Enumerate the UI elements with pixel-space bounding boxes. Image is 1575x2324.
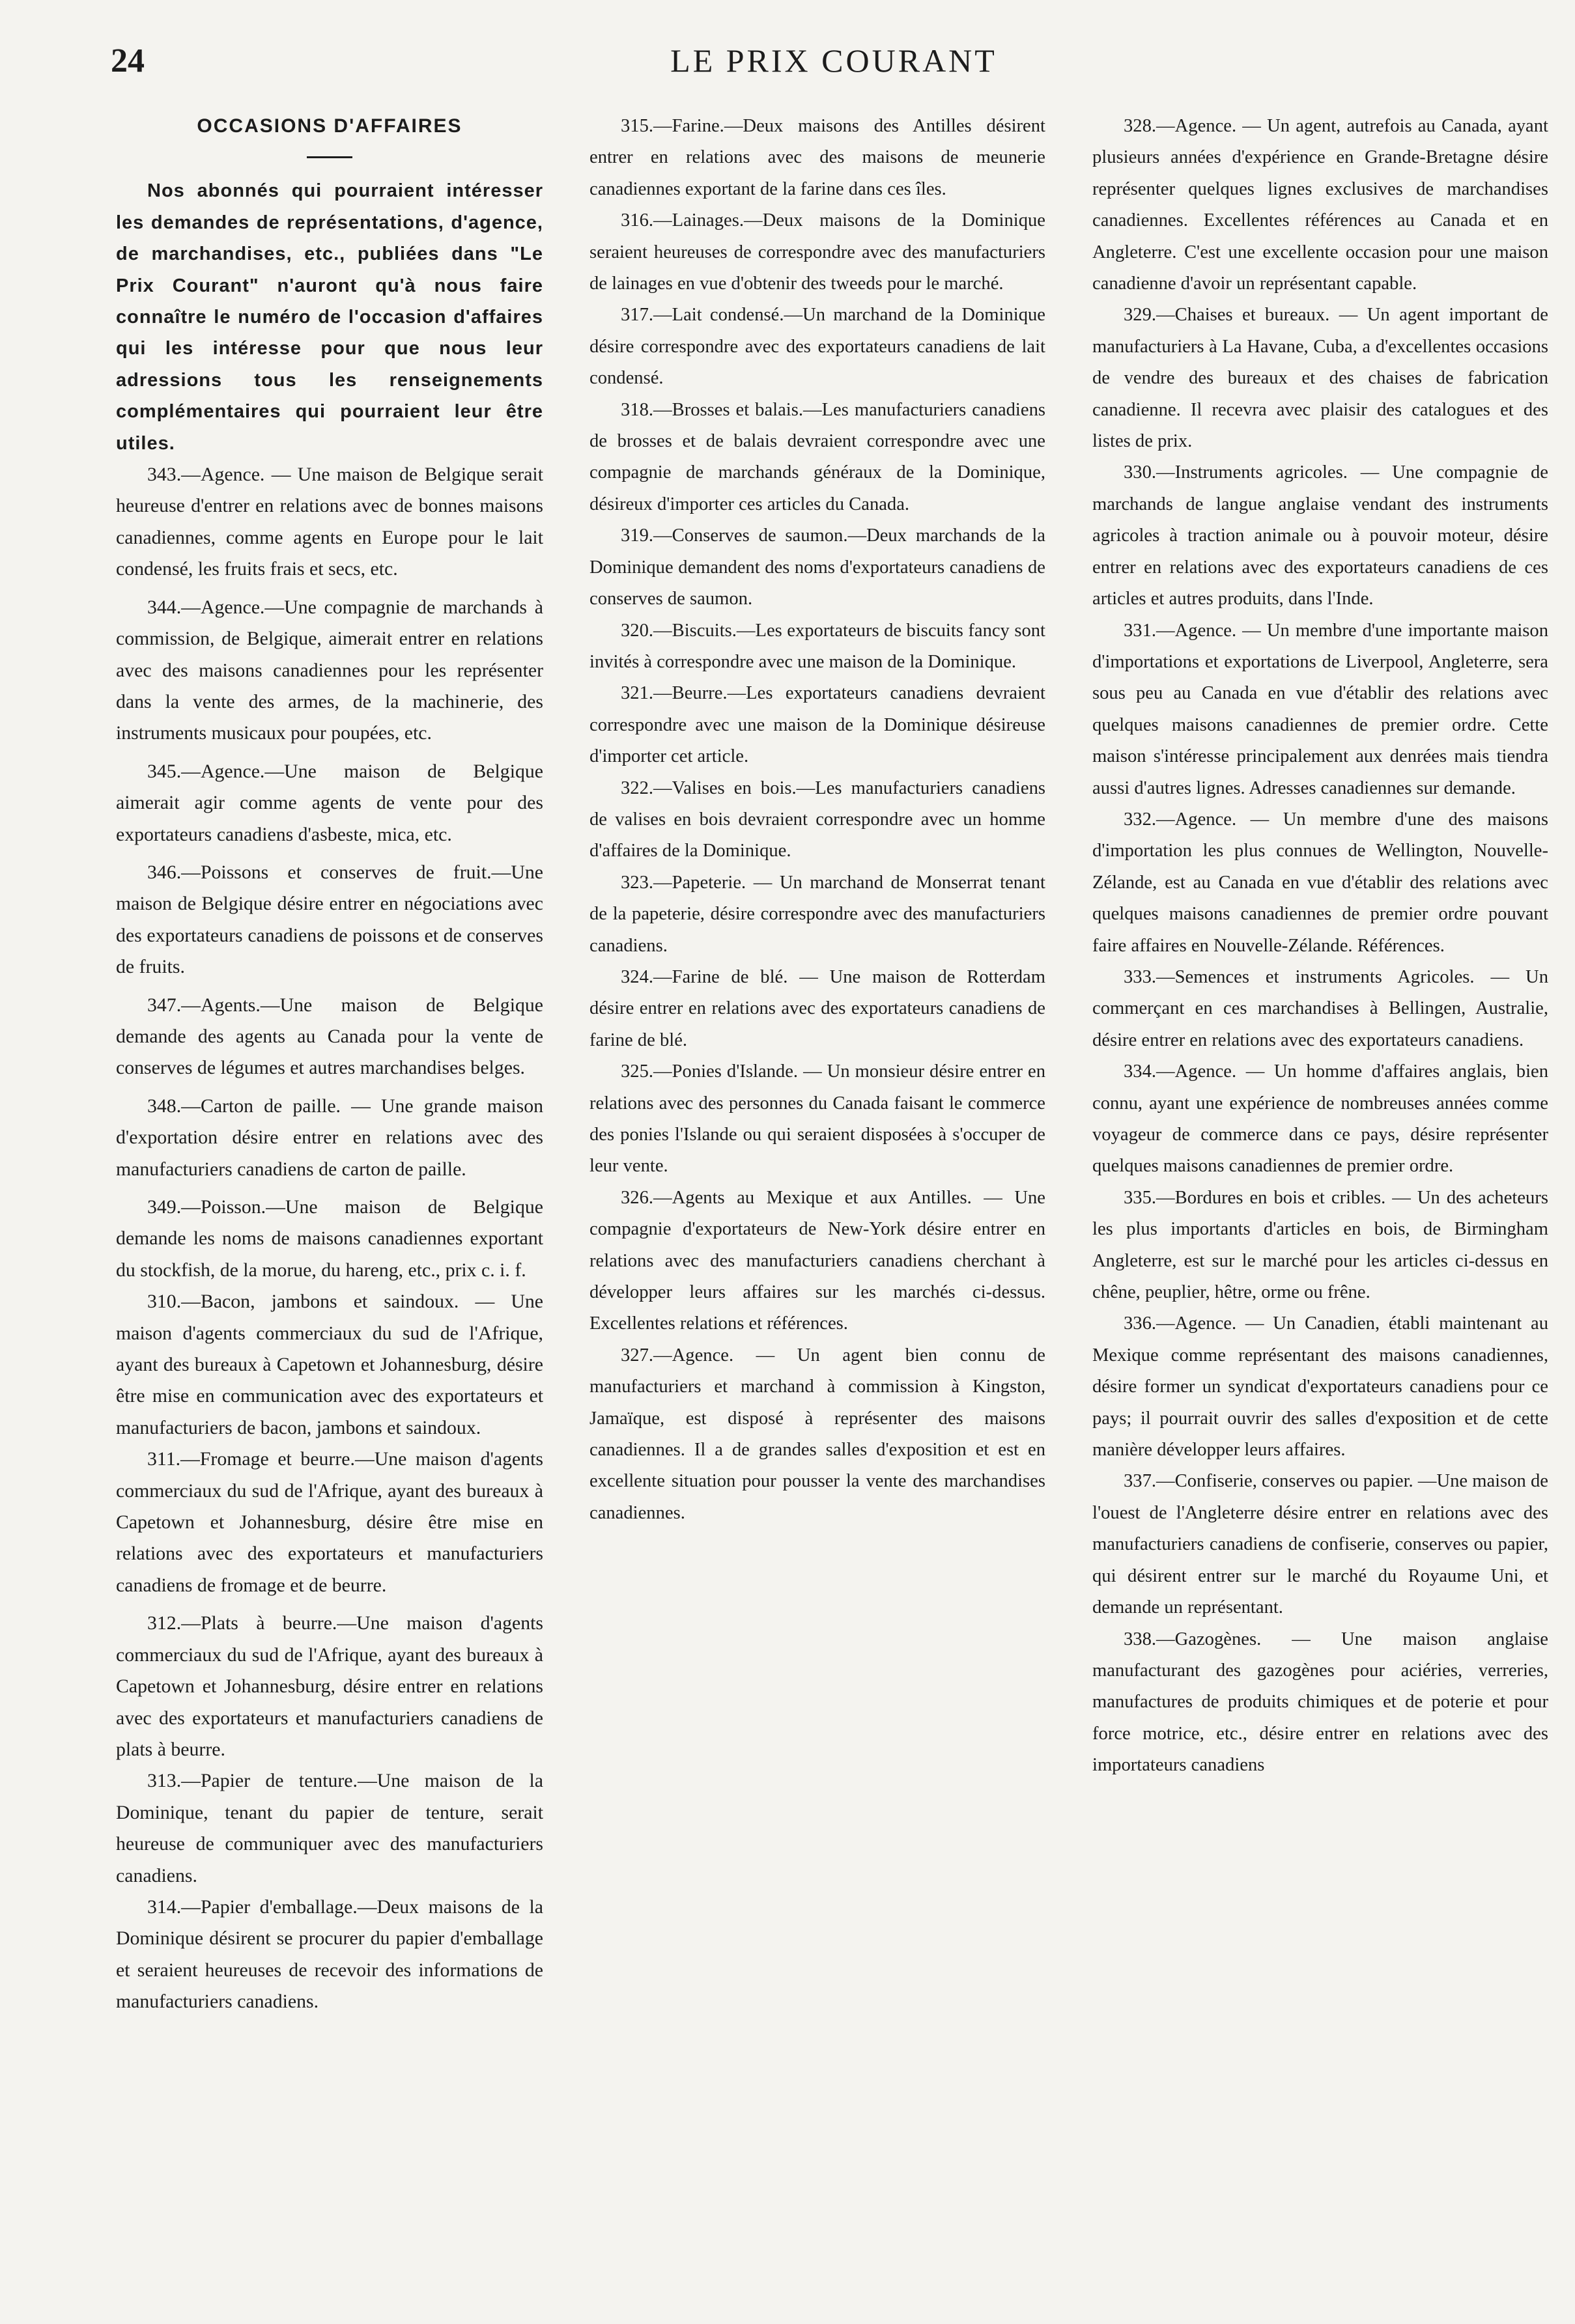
entry-343: 343.—Agence. — Une maison de Belgique serait heureuse d'entrer en relations avec de bonnes maisons canadiennes, comme agents en Europe pour le lait condensé, les fruits frais et secs, etc.: [116, 464, 543, 580]
entry-348: 348.—Carton de paille. — Une grande maison d'exportation désire entrer en relations avec des manufacturiers canadiens de carton de paille.: [116, 1095, 543, 1180]
entry-321: 321.—Beurre.—Les exportateurs canadiens devraient correspondre avec une maison de la Dominique désireuse d'importer cet article.: [589, 683, 1045, 767]
entry-346: 346.—Poissons et conserves de fruit.—Une maison de Belgique désire entrer en négociations avec des exportateurs canadiens de poissons et de conserves de fruits.: [116, 861, 543, 978]
column-1: [116, 111, 543, 2018]
entry-331: 331.—Agence. — Un membre d'une importante maison d'importations et exportations de Liverpool, Angleterre, sera sous peu au Canada en vue d'établir des relations avec quelques maisons canadiennes de premier ordre. Cette maison s'intéresse principalement aux denrées mais tiendra aussi d'autres lignes. Adresses canadiennes sur demande.: [1092, 620, 1548, 798]
column-2: [589, 111, 1045, 1529]
entry-337: 337.—Confiserie, conserves ou papier. —Une maison de l'ouest de l'Angleterre désire entrer en relations avec des manufacturiers canadiens de confiserie, conserves ou papier, qui désirent entrer sur le marché du Royaume Uni, et demande un représentant.: [1092, 1471, 1548, 1618]
entry-347: 347.—Agents.—Une maison de Belgique demande des agents au Canada pour la vente de conserves de légumes et autres marchandises belges.: [116, 994, 543, 1079]
entry-314: 314.—Papier d'emballage.—Deux maisons de la Dominique désirent se procurer du papier d'emballage et seraient heureuses de recevoir des informations de manufacturiers canadiens.: [116, 1896, 543, 2013]
entry-332: 332.—Agence. — Un membre d'une des maisons d'importation les plus connues de Wellington, Nouvelle-Zélande, est au Canada en vue d'établir des relations avec quelques maisons canadiennes de premier ordre pouvant faire affaires en Nouvelle-Zélande. Références.: [1092, 809, 1548, 956]
entry-326: 326.—Agents au Mexique et aux Antilles. — Une compagnie d'exportateurs de New-York désire entrer en relations avec des manufacturiers canadiens cherchant à développer leurs affaires sur les marchés ci-dessus. Excellentes relations et références.: [589, 1187, 1045, 1334]
entry-320: 320.—Biscuits.—Les exportateurs de biscuits fancy sont invités à correspondre avec une maison de la Dominique.: [589, 620, 1045, 672]
page-header: [111, 38, 1557, 90]
page-number: 24: [111, 42, 145, 79]
entry-315: 315.—Farine.—Deux maisons des Antilles désirent entrer en relations avec des maisons de meunerie canadiennes exportant de la farine dans ces îles.: [589, 116, 1045, 199]
entry-325: 325.—Ponies d'Islande. — Un monsieur désire entrer en relations avec des personnes du Canada faisant le commerce des ponies l'Islande ou qui seraient disposées à s'occuper de leur vente.: [589, 1061, 1045, 1177]
entry-311: 311.—Fromage et beurre.—Une maison d'agents commerciaux du sud de l'Afrique, ayant des bureaux à Capetown et Johannesburg, désire être mise en relations avec des exportateurs et manufacturiers canadiens de fromage et de beurre.: [116, 1448, 543, 1596]
entry-313: 313.—Papier de tenture.—Une maison de la Dominique, tenant du papier de tenture, serait heureuse de communiquer avec des manufacturiers canadiens.: [116, 1770, 543, 1886]
title-divider: [307, 156, 352, 158]
section-title: OCCASIONS D'AFFAIRES: [197, 115, 462, 137]
entry-312: 312.—Plats à beurre.—Une maison d'agents commerciaux du sud de l'Afrique, ayant des bureaux à Capetown et Johannesburg, désire entrer en relations avec des exportateurs et manufacturiers canadiens de plats à beurre.: [116, 1612, 543, 1760]
entry-344: 344.—Agence.—Une compagnie de marchands à commission, de Belgique, aimerait entrer en relations avec des maisons canadiennes pour les représenter dans la vente des armes, de la machinerie, des instruments musicaux pour poupées, etc.: [116, 596, 543, 744]
entry-328: 328.—Agence. — Un agent, autrefois au Canada, ayant plusieurs années d'expérience en Grande-Bretagne désire représenter quelques lignes exclusives de marchandises canadiennes. Excellentes références au Canada et en Angleterre. C'est une excellente occasion pour une maison canadienne d'avoir un représentant capable.: [1092, 116, 1548, 294]
entry-333: 333.—Semences et instruments Agricoles. — Un commerçant en ces marchandises à Bellingen, Australie, désire entrer en relations avec des exportateurs canadiens.: [1092, 966, 1548, 1050]
entry-345: 345.—Agence.—Une maison de Belgique aimerait agir comme agents de vente pour des exportateurs canadiens d'asbeste, mica, etc.: [116, 760, 543, 845]
entry-319: 319.—Conserves de saumon.—Deux marchands de la Dominique demandent des noms d'exportateurs canadiens de conserves de saumon.: [589, 525, 1045, 609]
entry-318: 318.—Brosses et balais.—Les manufacturiers canadiens de brosses et de balais devraient correspondre avec une compagnie de marchands généraux de la Dominique, désireux d'importer ces articles du Canada.: [589, 399, 1045, 514]
entry-334: 334.—Agence. — Un homme d'affaires anglais, bien connu, ayant une expérience de nombreuses années comme voyageur de commerce dans ce pays, désire représenter quelques maisons canadiennes de premier ordre.: [1092, 1061, 1548, 1177]
entry-310: 310.—Bacon, jambons et saindoux. — Une maison d'agents commerciaux du sud de l'Afrique, ayant des bureaux à Capetown et Johannesburg, désire être mise en communication avec des exportateurs et manufacturiers de bacon, jambons et saindoux.: [116, 1291, 543, 1438]
entry-317: 317.—Lait condensé.—Un marchand de la Dominique désire correspondre avec des exportateurs canadiens de lait condensé.: [589, 305, 1045, 389]
entry-323: 323.—Papeterie. — Un marchand de Monserrat tenant de la papeterie, désire correspondre avec des manufacturiers canadiens.: [589, 872, 1045, 956]
entry-330: 330.—Instruments agricoles. — Une compagnie de marchands de langue anglaise vendant des instruments agricoles à traction animale ou à pouvoir moteur, désire entrer en relations avec des exportateurs canadiens de ces articles et autres produits, dans l'Inde.: [1092, 462, 1548, 609]
entry-335: 335.—Bordures en bois et cribles. — Un des acheteurs les plus importants d'articles en bois, de Birmingham Angleterre, est sur le marché pour les articles ci-dessus en chêne, peuplier, hêtre, orme ou frêne.: [1092, 1187, 1548, 1303]
entry-329: 329.—Chaises et bureaux. — Un agent important de manufacturiers à La Havane, Cuba, a d'excellentes occasions de vendre des bureaux et des chaises de fabrication canadienne. Il recevra avec plaisir des catalogues et des listes de prix.: [1092, 305, 1548, 452]
entry-336: 336.—Agence. — Un Canadien, établi maintenant au Mexique comme représentant des maisons canadiennes, désire former un syndicat d'exportateurs canadiens pour ce pays; il pourrait ouvrir des salles d'exposition et de cette manière développer leurs affaires.: [1092, 1313, 1548, 1461]
entry-349: 349.—Poisson.—Une maison de Belgique demande les noms de maisons canadiennes exportant du stockfish, de la morue, du hareng, etc., prix c. i. f.: [116, 1196, 543, 1281]
entry-327: 327.—Agence. — Un agent bien connu de manufacturiers et marchand à commission à Kingston, Jamaïque, est disposé à représenter des maisons canadiennes. Il a de grandes salles d'exposition et est en excellente situation pour pousser la vente des marchandises canadiennes.: [589, 1345, 1045, 1523]
column-3: [1092, 111, 1548, 1782]
entry-324: 324.—Farine de blé. — Une maison de Rotterdam désire entrer en relations avec des exportateurs canadiens de farine de blé.: [589, 966, 1045, 1050]
entry-322: 322.—Valises en bois.—Les manufacturiers canadiens de valises en bois devraient correspondre avec un homme d'affaires de la Dominique.: [589, 777, 1045, 861]
entry-338: 338.—Gazogènes. — Une maison anglaise manufacturant des gazogènes pour aciéries, verreries, manufactures de produits chimiques et de poterie et pour force motrice, etc., désire entrer en relations avec des importateurs canadiens: [1092, 1629, 1548, 1776]
entry-316: 316.—Lainages.—Deux maisons de la Dominique seraient heureuses de correspondre avec des manufacturiers de lainages en vue d'obtenir des tweeds pour le marché.: [589, 210, 1045, 294]
journal-title: LE PRIX COURANT: [670, 42, 997, 79]
intro-paragraph: Nos abonnés qui pourraient intéresser les demandes de représentations, d'agence, de marchandises, etc., publiées dans "Le Prix Courant" n'auront qu'à nous faire connaître le numéro de l'occasion d'affaires qui les intéresse pour que nous leur adressions tous les renseignements complémentaires qui pourraient leur être utiles.: [116, 180, 543, 454]
